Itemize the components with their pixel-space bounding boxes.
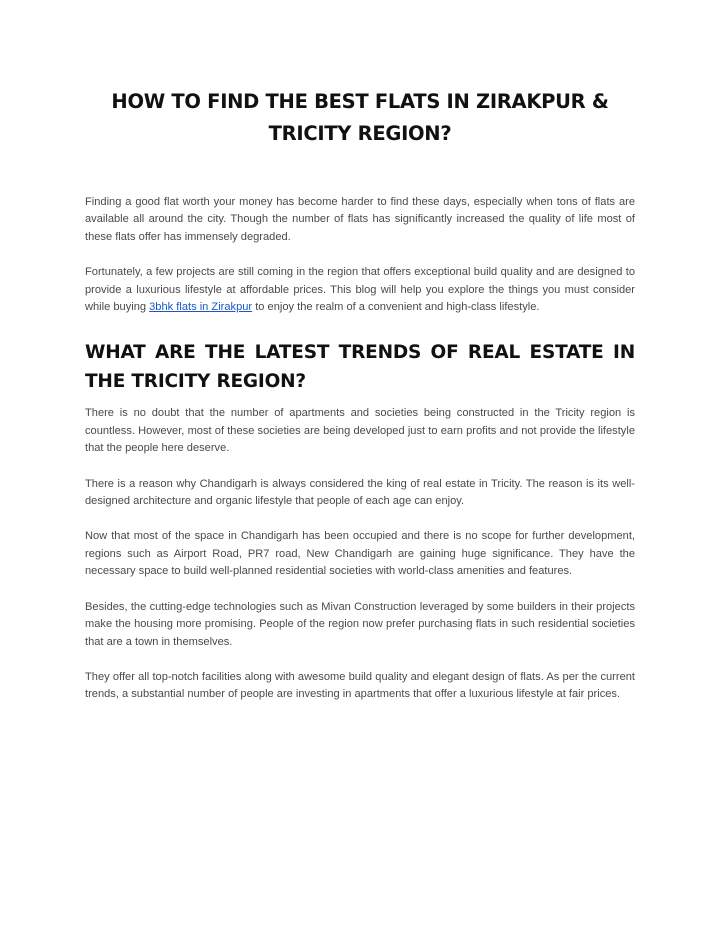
intro-paragraph-2-text-before: Fortunately, a few projects are still coming in the region that offers exceptional build quality and are designed to provide a luxurious lifestyle at affordable prices. This blog will help you explore the things you must consider while buying bbox=[85, 266, 635, 314]
section-paragraph-4: Besides, the cutting-edge technologies such as Mivan Construction leveraged by some builders in their projects make the housing more promising. People of the region now prefer purchasing flats in such residential societies that are a town in themselves. bbox=[85, 600, 635, 648]
3bhk-flats-link[interactable]: 3bhk flats in Zirakpur bbox=[149, 301, 253, 314]
page-title-line-2: TRICITY REGION? bbox=[268, 122, 452, 145]
section-heading-line-1: WHAT ARE THE LATEST TRENDS OF REAL ESTATE IN bbox=[85, 342, 635, 364]
page-title-line-1: HOW TO FIND THE BEST FLATS IN ZIRAKPUR & bbox=[111, 90, 609, 113]
page-title bbox=[85, 86, 635, 150]
section-paragraph-1: There is no doubt that the number of apartments and societies being constructed in the Tricity region is countless. However, most of these societies are being developed just to earn profits and not provide the lifestyle that the people here deserve. bbox=[85, 407, 635, 455]
intro-paragraph-2 bbox=[85, 264, 635, 316]
section-heading bbox=[85, 338, 635, 396]
intro-paragraph-1: Finding a good flat worth your money has become harder to find these days, especially when tons of flats are available all around the city. Though the number of flats has significantly increased the quality of life most of these flats offer has immensely degraded. bbox=[85, 196, 635, 243]
section-paragraph-2: There is a reason why Chandigarh is always considered the king of real estate in Tricity. The reason is its well-designed architecture and organic lifestyle that people of each age can enjoy. bbox=[85, 477, 635, 508]
section-paragraph-5: They offer all top-notch facilities along with awesome build quality and elegant design of flats. As per the current trends, a substantial number of people are investing in apartments that offer a luxurious lifestyle at fair prices. bbox=[85, 670, 635, 701]
section-paragraph-3: Now that most of the space in Chandigarh has been occupied and there is no scope for further development, regions such as Airport Road, PR7 road, New Chandigarh are gaining huge significance. They have the necessary space to build well-planned residential societies with world-class amenities and features. bbox=[85, 530, 635, 578]
document-page bbox=[85, 0, 635, 704]
intro-paragraph-2-text-after: to enjoy the realm of a convenient and high-class lifestyle. bbox=[252, 301, 540, 314]
section-heading-line-2: THE TRICITY REGION? bbox=[85, 371, 306, 393]
